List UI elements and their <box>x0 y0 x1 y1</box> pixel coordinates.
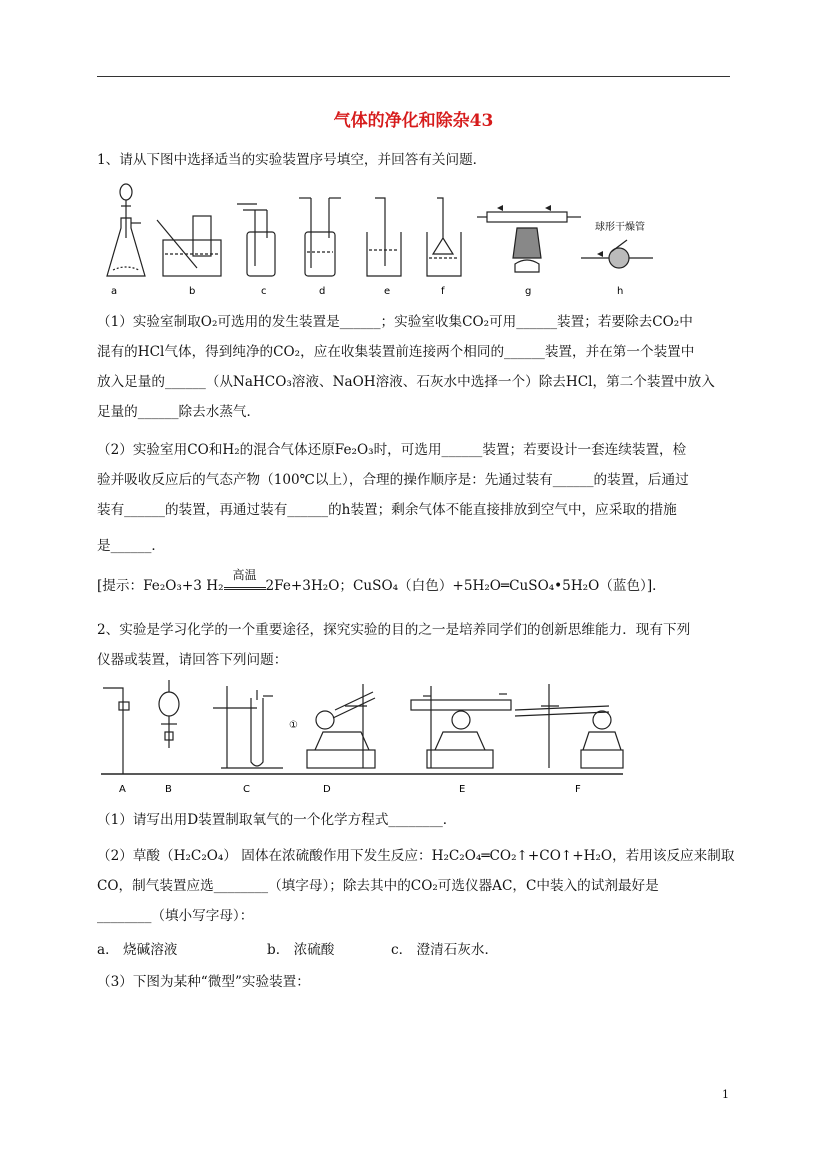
q2-sub2-line3: ________（填小写字母）： <box>97 908 254 924</box>
label-C: C <box>243 784 250 795</box>
apparatus-f <box>427 198 461 276</box>
label-e: e <box>384 286 391 297</box>
apparatus-g <box>477 212 581 272</box>
apparatus-E <box>411 686 511 768</box>
label-a: a <box>111 286 118 297</box>
label-E: E <box>459 784 466 795</box>
apparatus-F <box>515 684 623 768</box>
part-marker: ① <box>289 720 298 731</box>
page-number: 1 <box>722 1088 729 1101</box>
q1-part2-line2: 验并吸收反应后的气态产物（100℃以上），合理的操作顺序是：先通过装有______的装置，后通过 <box>97 472 689 488</box>
q1-part1-line3: 放入足量的______（从NaHCO₃溶液、NaOH溶液、石灰水中选择一个）除去HCl，第二个装置中放入 <box>97 374 715 390</box>
condition-text: 高温 <box>232 568 257 582</box>
header-rule <box>97 76 730 77</box>
q1-part2-line3: 装有______的装置，再通过装有______的h装置；剩余气体不能直接排放到空气中，应采取的措施 <box>97 502 677 518</box>
q2-intro-line1: 2、实验是学习化学的一个重要途径，探究实验的目的之一是培养同学们的创新思维能力．现有下列 <box>97 622 691 638</box>
apparatus-h <box>581 240 653 268</box>
q1-part1-line2: 混有的HCl气体，得到纯净的CO₂，应在收集装置前连接两个相同的______装置，并在第一个装置中 <box>97 344 695 360</box>
q2-apparatus-figure <box>97 676 637 800</box>
apparatus-C <box>213 686 283 768</box>
label-d: d <box>319 286 326 297</box>
drying-tube-caption: 球形干燥管 <box>595 222 645 233</box>
apparatus-d <box>299 198 341 276</box>
apparatus-D <box>307 684 375 768</box>
q2-sub3: （3）下图为某种“微型”实验装置： <box>97 974 310 990</box>
apparatus-B <box>159 680 179 748</box>
option-c: c． 澄清石灰水． <box>391 942 499 958</box>
label-c: c <box>261 286 267 297</box>
q1-intro: 1、请从下图中选择适当的实验装置序号填空，并回答有关问题． <box>97 152 487 168</box>
reaction-condition <box>224 568 266 590</box>
q2-sub2-line1: （2）草酸（H₂C₂O₄） 固体在浓硫酸作用下发生反应：H₂C₂O₄═CO₂↑+CO↑+H₂O，若用该反应来制取 <box>97 848 735 864</box>
q1-part1-line4: 足量的______除去水蒸气． <box>97 404 261 420</box>
apparatus-c <box>237 204 275 276</box>
option-b: b． 浓硫酸 <box>267 942 335 958</box>
page-title: 气体的净化和除杂43 <box>333 111 494 131</box>
label-F: F <box>575 784 581 795</box>
label-D: D <box>323 784 331 795</box>
option-a: a． 烧碱溶液 <box>97 942 178 958</box>
q2-sub2-line2: CO，制气装置应选________（填字母）；除去其中的CO₂可选仪器AC，C中装入的试剂最好是 <box>97 878 659 894</box>
q1-apparatus-figure <box>97 178 677 300</box>
apparatus-a <box>107 184 145 276</box>
hint-part-b: 2Fe+3H₂O；CuSO₄（白色）+5H₂O═CuSO₄•5H₂O（蓝色）]． <box>265 578 666 594</box>
q2-options <box>97 940 737 960</box>
label-g: g <box>525 286 532 297</box>
apparatus-b <box>157 216 221 276</box>
label-b: b <box>189 286 196 297</box>
label-B: B <box>165 784 172 795</box>
q1-part2-line1: （2）实验室用CO和H₂的混合气体还原Fe₂O₃时，可选用______装置；若要设计一套连续装置，检 <box>97 442 687 458</box>
apparatus-A <box>103 688 129 774</box>
label-f: f <box>441 286 445 297</box>
apparatus-e <box>367 198 401 276</box>
hint-part-a: [提示：Fe₂O₃+3 H₂ <box>97 578 224 594</box>
label-h: h <box>617 286 624 297</box>
q1-hint <box>97 568 737 596</box>
q1-part1-line1: （1）实验室制取O₂可选用的发生装置是______；实验室收集CO₂可用______装置；若要除去CO₂中 <box>97 314 693 330</box>
label-A: A <box>119 784 126 795</box>
q2-intro-line2: 仪器或装置，请回答下列问题： <box>97 652 288 668</box>
q1-part2-line4: 是______． <box>97 538 165 554</box>
q2-sub1: （1）请写出用D装置制取氧气的一个化学方程式________． <box>97 812 457 828</box>
